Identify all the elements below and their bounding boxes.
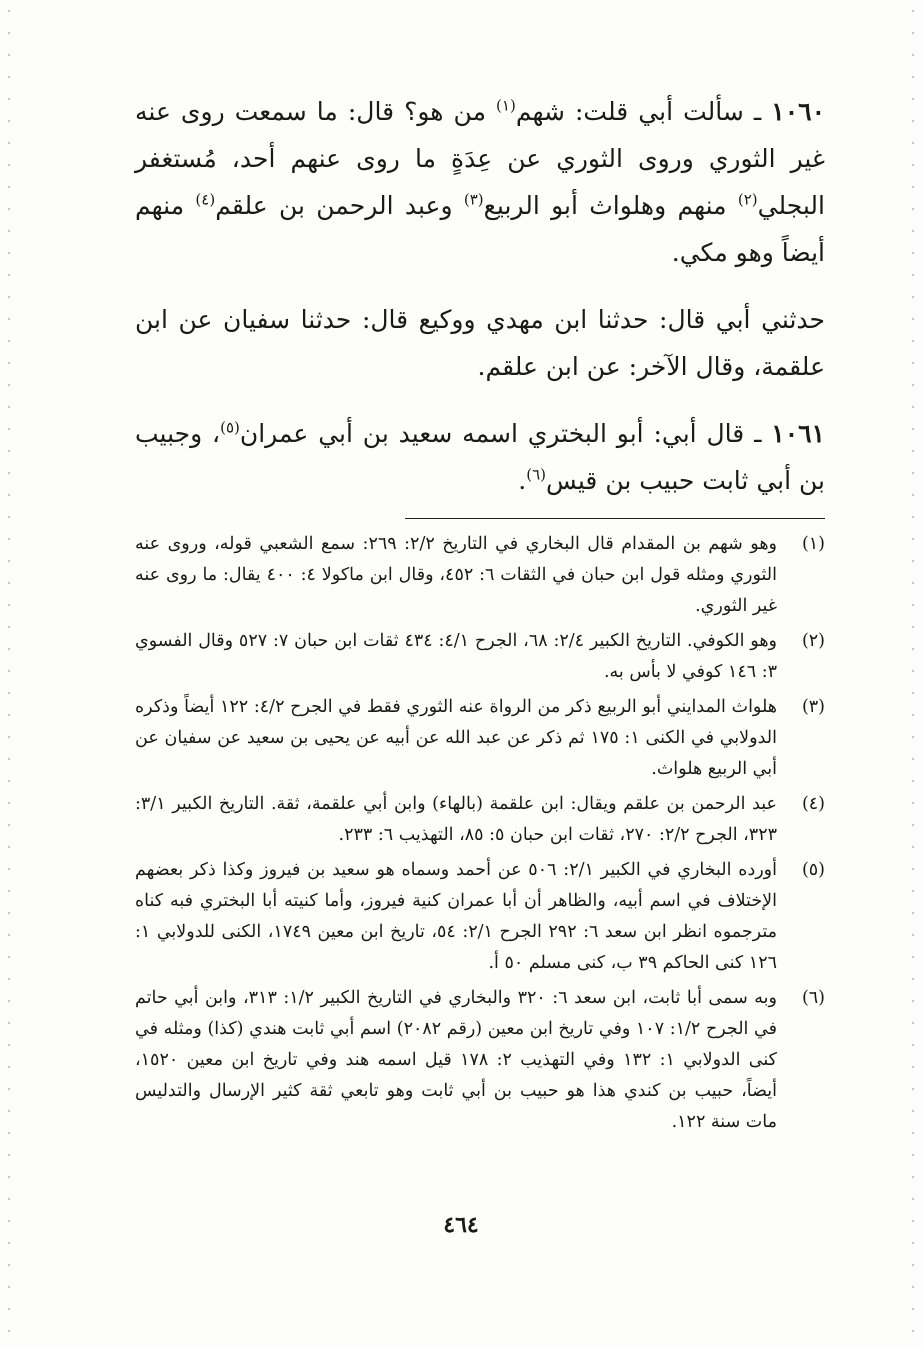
footnote-text: وهو الكوفي. التاريخ الكبير ٢/٤: ٦٨، الجرح ٤/١: ٤٣٤ ثقات ابن حبان ٧: ٥٢٧ وقال الفسوي ٣: ١٤٦ كوفي لا بأس به.	[135, 631, 778, 682]
footnote	[135, 983, 825, 1138]
entry-text: ـ سألت أبي قلت: شهم	[515, 97, 762, 126]
binding-dots-right	[906, 0, 920, 1347]
footnote	[135, 692, 825, 785]
entry-text: من هو؟ قال: ما سمعت روى عنه غير الثوري وروى الثوري عن عِدَةٍ ما روى عنهم أحد، مُستغفر البجلي	[135, 97, 825, 220]
footnote-ref: (٣)	[463, 190, 484, 209]
footnote-ref: (٥)	[220, 418, 240, 437]
footnotes	[135, 529, 825, 1138]
footnote-text: وبه سمى أبا ثابت، ابن سعد ٦: ٣٢٠ والبخاري في التاريخ الكبير ١/٢: ٣١٣، وابن أبي حاتم في الجرح ١/٢: ١٠٧ وفي تاريخ ابن معين (رقم ٢٠٨٢) اسم أبي ثابت هندي (كذا) ومثله في كنى الدولابي ١: ١٣٢ وفي التهذيب ٢: ١٧٨ قيل اسمه هند وفي تاريخ ابن معين ١٥٢٠، أيضاً، حبيب بن كندي هذا هو حبيب بن أبي ثابت وهو تابعي ثقة كثير الإرسال والتدليس مات سنة ١٢٢.	[135, 988, 778, 1132]
entry-text: منهم وهلواث أبو الربيع	[483, 191, 738, 220]
entry-text: منهم أيضاً وهو مكي.	[135, 191, 825, 267]
footnote-ref: (٤)	[195, 190, 216, 209]
main-text	[135, 88, 825, 1142]
entry-1060	[135, 88, 825, 276]
footnote-ref: (٦)	[526, 465, 546, 484]
entry-paragraph: حدثني أبي قال: حدثنا ابن مهدي ووكيع قال: حدثنا سفيان عن ابن علقمة، وقال الآخر: عن ابن علقم.	[135, 305, 825, 381]
footnote-number: (٥)	[801, 860, 825, 880]
footnote	[135, 626, 825, 688]
footnote-text: هلواث المدايني أبو الربيع ذكر من الرواة عنه الثوري فقط في الجرح ٤/٢: ١٢٢ أيضاً وذكره الدولابي في الكنى ١: ١٧٥ ثم ذكر عن عبد الله عن أبيه عن يحيى بن سعيد عن سفيان عن أبي الربيع هلواث.	[135, 697, 777, 779]
footnote-number: (٤)	[801, 794, 825, 814]
footnote-ref: (٢)	[737, 190, 758, 209]
footnote-number: (٦)	[801, 988, 825, 1008]
entry-text: ، وجبيب بن أبي ثابت حبيب بن قيس	[135, 419, 825, 495]
footnote	[135, 529, 825, 622]
page-number: ٤٦٤	[443, 1212, 479, 1238]
footnote-number: (٢)	[801, 631, 825, 651]
footnote	[135, 855, 825, 979]
entry-text: .	[518, 466, 527, 495]
footnote-divider	[405, 518, 825, 519]
footnote-number: (١)	[801, 534, 825, 554]
footnote	[135, 789, 825, 851]
footnote-ref: (١)	[496, 96, 516, 115]
entry-text: وعبد الرحمن بن علقم	[215, 191, 464, 220]
entry-1061	[135, 410, 825, 504]
footnote-text: أورده البخاري في الكبير ٢/١: ٥٠٦ عن أحمد وسماه هو سعيد بن فيروز وكذا ذكر بعضهم الإختلاف في اسم أبيه، والظاهر أن أبا عمران كنية فيروز، وأما كنيته أبا البختري فبه كناه مترجموه انظر ابن سعد ٦: ٢٩٢ الجرح ٢/١: ٥٤، تاريخ ابن معين ١٧٤٩، الكنى للدولابي ١: ١٢٦ كنى الحاكم ٣٩ ب، كنى مسلم ٥٠ أ.	[135, 860, 778, 973]
binding-dots-left	[2, 0, 16, 1347]
footnote-text: عبد الرحمن بن علقم ويقال: ابن علقمة (بالهاء) وابن أبي علقمة، ثقة. التاريخ الكبير ٣/١: ٣٢٣، الجرح ٢/٢: ٢٧٠، ثقات ابن حبان ٥: ٨٥، التهذيب ٦: ٢٣٣.	[135, 794, 777, 845]
entry-number: ١٠٦١	[771, 419, 825, 448]
entry-text: ـ قال أبي: أبو البختري اسمه سعيد بن أبي عمران	[239, 419, 762, 448]
footnote-number: (٣)	[801, 697, 825, 717]
footnote-text: وهو شهم بن المقدام قال البخاري في التاريخ ٢/٢: ٢٦٩: سمع الشعبي قوله، وروى عنه الثوري ومثله قول ابن حبان في الثقات ٦: ٤٥٢، وقال ابن ماكولا ٤: ٤٠٠ يقال: ما روى عنه غير الثوري.	[135, 534, 777, 616]
entry-number: ١٠٦٠	[771, 97, 826, 126]
